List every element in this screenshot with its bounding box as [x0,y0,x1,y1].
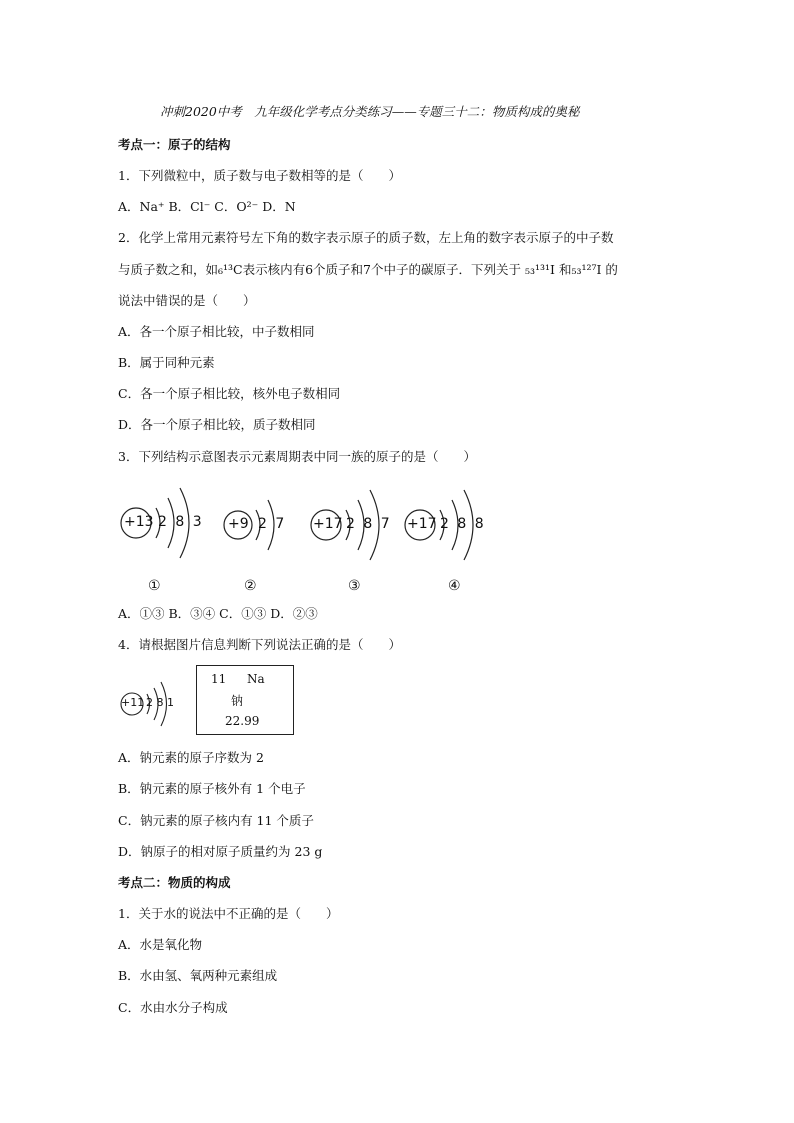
diagram-label: ④ [448,578,461,594]
atom-diagram-1 [120,478,210,594]
question-2-option-a: A．各一个原子相比较，中子数相同 [118,324,315,339]
shell-electrons: 2 7 [258,516,287,532]
question-2-stem-2: 与质子数之和，如₆¹³C表示核内有6个质子和7个中子的碳原子．下列关于 ₅₃¹³¹I 和₅₃¹²⁷I 的 [118,262,618,277]
element-name: 钠 [231,694,244,708]
atom-diagram-2 [222,478,292,594]
question-3-options: A．①③ B．③④ C．①③ D．②③ [118,606,318,621]
question-2-stem-1: 2．化学上常用元素符号左下角的数字表示原子的质子数，左上角的数字表示原子的中子数 [118,230,614,245]
question-4-option-a: A．钠元素的原子序数为 2 [118,750,264,765]
question-2-stem-3: 说法中错误的是（ ） [118,293,256,308]
page-title: 冲刺2020中考 九年级化学考点分类练习——专题三十二：物质构成的奥秘 [160,104,580,119]
atomic-mass: 22.99 [225,714,260,728]
shell-electrons: 2 8 3 [158,514,204,530]
question-4-stem: 4．请根据图片信息判断下列说法正确的是（ ） [118,637,401,652]
s2-question-1-option-c: C．水由水分子构成 [118,1000,228,1015]
s2-question-1-stem: 1．关于水的说法中不正确的是（ ） [118,906,339,921]
s2-question-1-option-a: A．水是氧化物 [118,937,203,952]
question-4-option-c: C．钠元素的原子核内有 11 个质子 [118,813,314,828]
question-1-options: A．Na⁺ B．Cl⁻ C．O²⁻ D．N [118,199,296,214]
nucleus-charge: +13 [124,514,154,530]
question-1-stem: 1．下列微粒中，质子数与电子数相等的是（ ） [118,168,401,183]
diagram-label: ① [148,578,161,594]
sodium-atom-diagram [120,676,180,740]
diagram-label: ③ [348,578,361,594]
question-2-option-d: D．各一个原子相比较，质子数相同 [118,417,316,432]
question-4-option-d: D．钠原子的相对原子质量约为 23 g [118,844,323,859]
nucleus-charge: +11 [121,696,145,709]
section-heading-2: 考点二：物质的构成 [118,875,231,890]
shell-electrons: 2 8 1 [146,696,174,709]
nucleus-charge: +9 [228,516,249,532]
atom-diagram-3 [310,478,400,594]
nucleus-charge: +17 [407,516,437,532]
element-card [196,665,294,735]
element-symbol: Na [247,672,265,686]
question-4-option-b: B．钠元素的原子核外有 1 个电子 [118,781,306,796]
s2-question-1-option-b: B．水由氢、氧两种元素组成 [118,968,278,983]
diagram-label: ② [244,578,257,594]
question-2-option-c: C．各一个原子相比较，核外电子数相同 [118,386,341,401]
nucleus-charge: +17 [313,516,343,532]
question-2-option-b: B．属于同种元素 [118,355,215,370]
atomic-number: 11 [211,672,227,686]
question-3-stem: 3．下列结构示意图表示元素周期表中同一族的原子的是（ ） [118,449,476,464]
shell-electrons: 2 8 7 [346,516,392,532]
shell-electrons: 2 8 8 [440,516,486,532]
section-heading-1: 考点一：原子的结构 [118,137,231,152]
atom-diagram-4 [404,478,494,594]
